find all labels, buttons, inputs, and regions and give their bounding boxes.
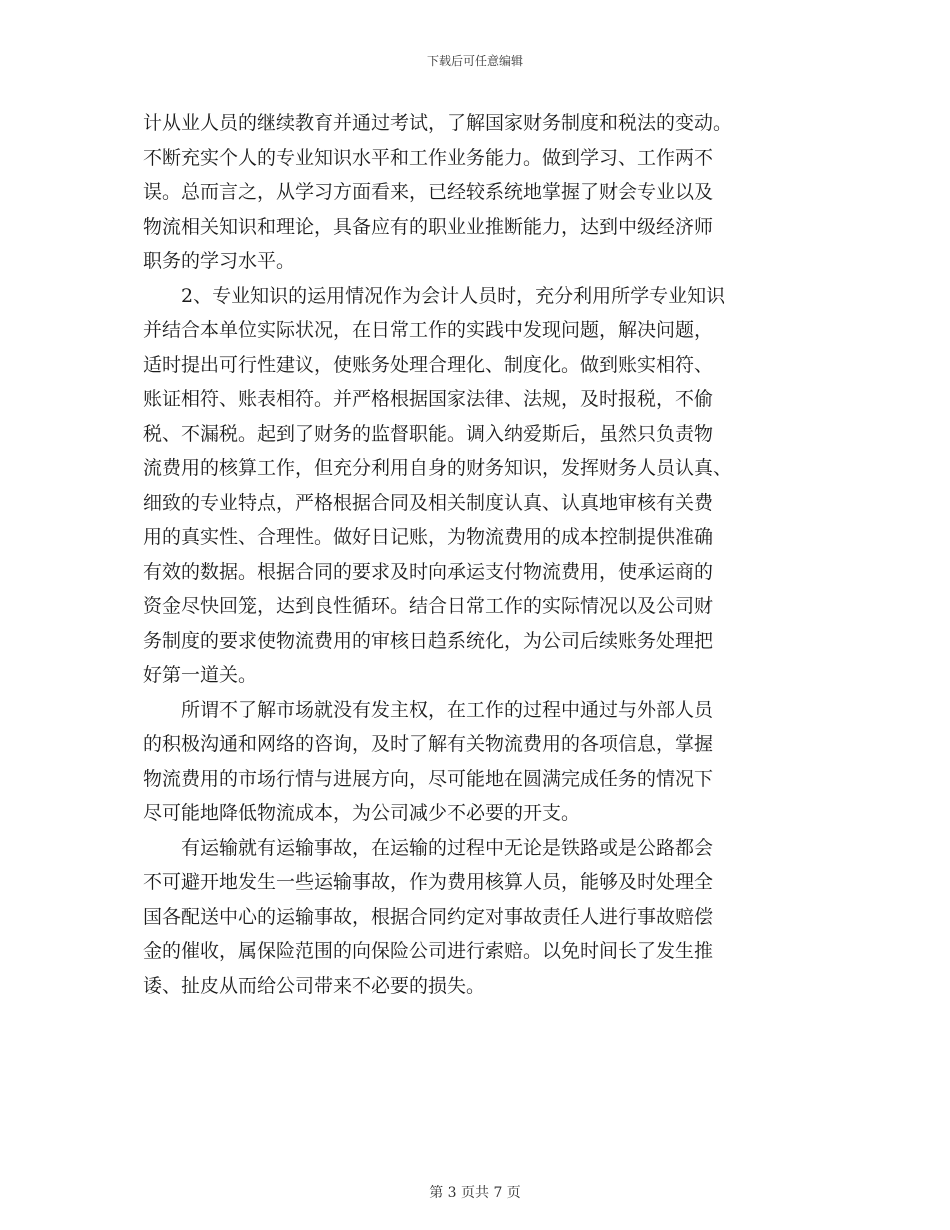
paragraph [143, 279, 823, 693]
text-line: 适时提出可行性建议，使账务处理合理化、制度化。做到账实相符、 [143, 353, 714, 376]
text-line: 误。总而言之，从学习方面看来，已经较系统地掌握了财会专业以及 [143, 181, 714, 203]
text-line: 不可避开地发生一些运输事故，作为费用核算人员，能够及时处理全 [143, 871, 714, 893]
text-line: 所谓不了解市场就没有发主权，在工作的过程中通过与外部人员 [143, 698, 714, 721]
text-line: 账证相符、账表相符。并严格根据国家法律、法规，及时报税，不偷 [143, 388, 714, 410]
paragraph [143, 693, 823, 831]
text-line: 职务的学习水平。 [143, 250, 296, 272]
text-line: 诿、扯皮从而给公司带来不必要的损失。 [143, 974, 486, 997]
text-line: 不断充实个人的专业知识水平和工作业务能力。做到学习、工作两不 [143, 146, 714, 169]
text-line: 流费用的核算工作，但充分利用自身的财务知识，发挥财务人员认真、 [143, 457, 733, 479]
text-line: 好第一道关。 [143, 664, 258, 686]
text-line: 2、专业知识的运用情况作为会计人员时，充分利用所学专业知识 [143, 284, 726, 307]
text-line: 的积极沟通和网络的咨询，及时了解有关物流费用的各项信息，掌握 [143, 733, 714, 755]
text-line: 尽可能地降低物流成本，为公司减少不必要的开支。 [143, 802, 581, 824]
text-line: 税、不漏税。起到了财务的监督职能。调入纳爱斯后，虽然只负责物 [143, 422, 714, 445]
text-line: 有效的数据。根据合同的要求及时向承运支付物流费用，使承运商的 [143, 560, 714, 583]
text-line: 并结合本单位实际状况，在日常工作的实践中发现问题，解决问题， [143, 319, 714, 341]
page-footer: 第 3 页共 7 页 [429, 1185, 521, 1201]
paragraph [143, 831, 823, 1004]
page-header: 下载后可任意编辑 [426, 54, 523, 68]
text-line: 金的催收，属保险范围的向保险公司进行索赔。以免时间长了发生推 [143, 940, 714, 962]
text-line: 物流费用的市场行情与进展方向，尽可能地在圆满完成任务的情况下 [143, 767, 714, 790]
document-body [143, 106, 823, 1003]
paragraph [143, 106, 823, 279]
text-line: 国各配送中心的运输事故，根据合同约定对事故责任人进行事故赔偿 [143, 905, 714, 928]
text-line: 用的真实性、合理性。做好日记账，为物流费用的成本控制提供准确 [143, 526, 714, 548]
text-line: 有运输就有运输事故，在运输的过程中无论是铁路或是公路都会 [143, 836, 714, 859]
text-line: 细致的专业特点，严格根据合同及相关制度认真、认真地审核有关费 [143, 491, 714, 514]
text-line: 物流相关知识和理论，具备应有的职业业推断能力，达到中级经济师 [143, 215, 714, 238]
text-line: 资金尽快回笼，达到良性循环。结合日常工作的实际情况以及公司财 [143, 595, 714, 617]
text-line: 务制度的要求使物流费用的审核日趋系统化，为公司后续账务处理把 [143, 629, 714, 652]
text-line: 计从业人员的继续教育并通过考试，了解国家财务制度和税法的变动。 [143, 112, 733, 134]
